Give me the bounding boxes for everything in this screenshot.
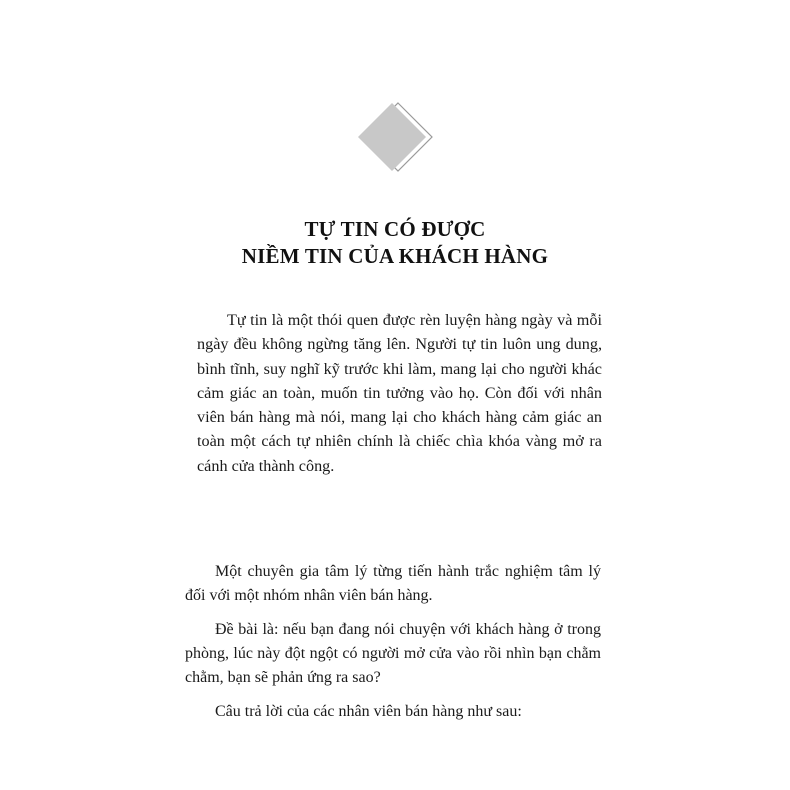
- intro-block: [197, 308, 602, 478]
- body-paragraph-2: Đề bài là: nếu bạn đang nói chuyện với khách hàng ở trong phòng, lúc này đột ngột có người mở cửa vào rồi nhìn bạn chằm chằm, bạn sẽ phản ứng ra sao?: [185, 621, 601, 686]
- body-paragraph-3: Câu trả lời của các nhân viên bán hàng như sau:: [215, 703, 522, 720]
- body-paragraph-1: Một chuyên gia tâm lý từng tiến hành trắc nghiệm tâm lý đối với một nhóm nhân viên bán hàng.: [185, 563, 601, 604]
- intro-paragraph: Tự tin là một thói quen được rèn luyện hàng ngày và mỗi ngày đều không ngừng tăng lên. Người tự tin luôn ung dung, bình tĩnh, suy nghĩ kỹ trước khi làm, mang lại cho người khác cảm giác an toàn, muốn tin tưởng vào họ. Còn đối với nhân viên bán hàng mà nói, mang lại cho khách hàng cảm giác an toàn một cách tự nhiên chính là chiếc chìa khóa vàng mở ra cánh cửa thành công.: [197, 311, 602, 475]
- diamond-ornament-icon: [350, 100, 440, 174]
- chapter-title: [0, 216, 790, 270]
- body-text: [185, 560, 601, 734]
- chapter-title-line-2: NIỀM TIN CỦA KHÁCH HÀNG: [241, 244, 549, 268]
- chapter-title-line-1: TỰ TIN CÓ ĐƯỢC: [304, 217, 486, 241]
